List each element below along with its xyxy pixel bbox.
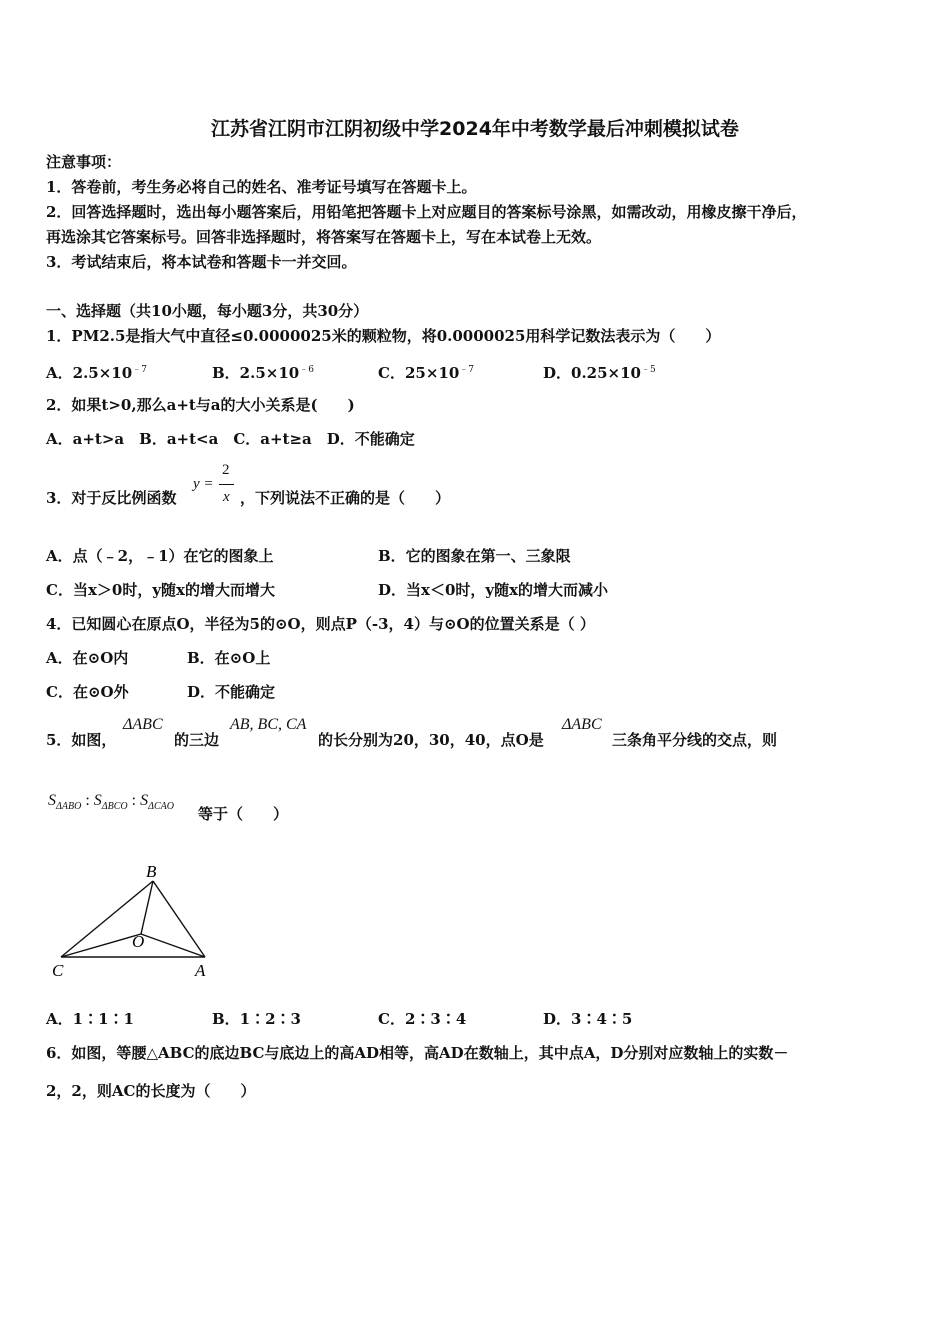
fraction-bar xyxy=(219,484,234,485)
q5-option-b: B．1∶2∶3 xyxy=(212,1010,301,1028)
notice-item: 1．答卷前，考生务必将自己的姓名、准考证号填写在答题卡上。 xyxy=(46,178,477,196)
q1-option-c: C．$25\times 10^{﹣7}$ xyxy=(378,364,474,382)
question-1-stem: 1．PM2.5是指大气中直径≤0.0000025米的颗粒物，将0.0000025用科学记数法表示为（ ） xyxy=(46,327,721,345)
q5-option-d: D．3∶4∶5 xyxy=(543,1010,633,1028)
triangle-abc: ΔABC xyxy=(562,716,602,733)
triangle-figure xyxy=(40,855,220,985)
q1-option-b: B．$2.5\times 10^{﹣6}$ xyxy=(212,364,314,382)
question-2-stem: 2．如果t>0,那么a+t与a的大小关系是( ) xyxy=(46,396,355,414)
fraction-denominator: x xyxy=(223,489,230,505)
notice-item: 2．回答选择题时，选出每小题答案后，用铅笔把答题卡上对应题目的答案标号涂黑，如需改动，用橡皮擦干净后， xyxy=(46,203,807,221)
question-5-stem-part: 三条角平分线的交点，则 xyxy=(612,731,778,749)
q4-option-b: B．在⊙O上 xyxy=(187,649,271,667)
page-title: 江苏省江阴市江阴初级中学2024年中考数学最后冲刺模拟试卷 xyxy=(211,118,739,140)
triangle-abc: ΔABC xyxy=(123,716,163,733)
question-5-stem-part: 的三边 xyxy=(174,731,220,749)
area-ratio-expression: $S_{\Delta ABO}$ : $S_{\Delta BCO}$ : $S_{\Delta CAO}$ xyxy=(48,792,174,813)
label-b: B xyxy=(146,862,157,881)
label-a: A xyxy=(195,961,206,980)
q1-option-d: D．$0.25\times 10^{﹣5}$ xyxy=(543,364,656,382)
q5-option-a: A．1∶1∶1 xyxy=(46,1010,134,1028)
triangle-sides: AB, BC, CA xyxy=(230,716,307,733)
notice-item: 3．考试结束后，将本试卷和答题卡一并交回。 xyxy=(46,253,357,271)
q2-options: A．a+t>a B．a+t<a C．a+t≥a D．不能确定 xyxy=(46,430,415,448)
label-o: O xyxy=(132,932,145,951)
label-c: C xyxy=(52,961,64,980)
bisector-ao xyxy=(141,934,205,957)
question-5-stem-part: 的长分别为20，30，40，点O是 xyxy=(318,731,544,749)
function-lhs: y = xyxy=(193,476,214,492)
q4-option-d: D．不能确定 xyxy=(187,683,276,701)
question-5-stem-end: 等于（ ） xyxy=(198,805,289,823)
q4-option-c: C．在⊙O外 xyxy=(46,683,129,701)
notice-item: 再选涂其它答案标号。回答非选择题时，将答案写在答题卡上，写在本试卷上无效。 xyxy=(46,228,602,246)
notice-heading: 注意事项： xyxy=(46,153,122,171)
question-3-stem-end: ，下列说法不正确的是（ ） xyxy=(240,489,451,507)
q3-option-c: C．当x＞0时，y随x的增大而增大 xyxy=(46,581,275,599)
q3-option-a: A．点（﹣2，﹣1）在它的图象上 xyxy=(46,547,274,565)
q3-option-b: B．它的图象在第一、三象限 xyxy=(378,547,571,565)
question-6-stem: 2，2，则AC的长度为（ ） xyxy=(46,1082,256,1100)
question-3-stem-start: 3．对于反比例函数 xyxy=(46,489,177,507)
question-5-stem-part: 5．如图， xyxy=(46,731,117,749)
q4-option-a: A．在⊙O内 xyxy=(46,649,129,667)
bisector-co xyxy=(61,934,141,957)
side-ba xyxy=(153,881,205,957)
question-4-stem: 4．已知圆心在原点O，半径为5的⊙O，则点P（-3，4）与⊙O的位置关系是（ ） xyxy=(46,615,595,633)
q1-option-a: A．$2.5\times 10^{﹣7}$ xyxy=(46,364,147,382)
section-heading: 一、选择题（共10小题，每小题3分，共30分） xyxy=(46,302,369,320)
q5-option-c: C．2∶3∶4 xyxy=(378,1010,467,1028)
q3-option-d: D．当x＜0时，y随x的增大而减小 xyxy=(378,581,609,599)
question-6-stem: 6．如图，等腰△ABC的底边BC与底边上的高AD相等，高AD在数轴上，其中点A，D分别对应数轴上的实数－ xyxy=(46,1044,789,1062)
fraction-numerator: 2 xyxy=(222,462,230,478)
